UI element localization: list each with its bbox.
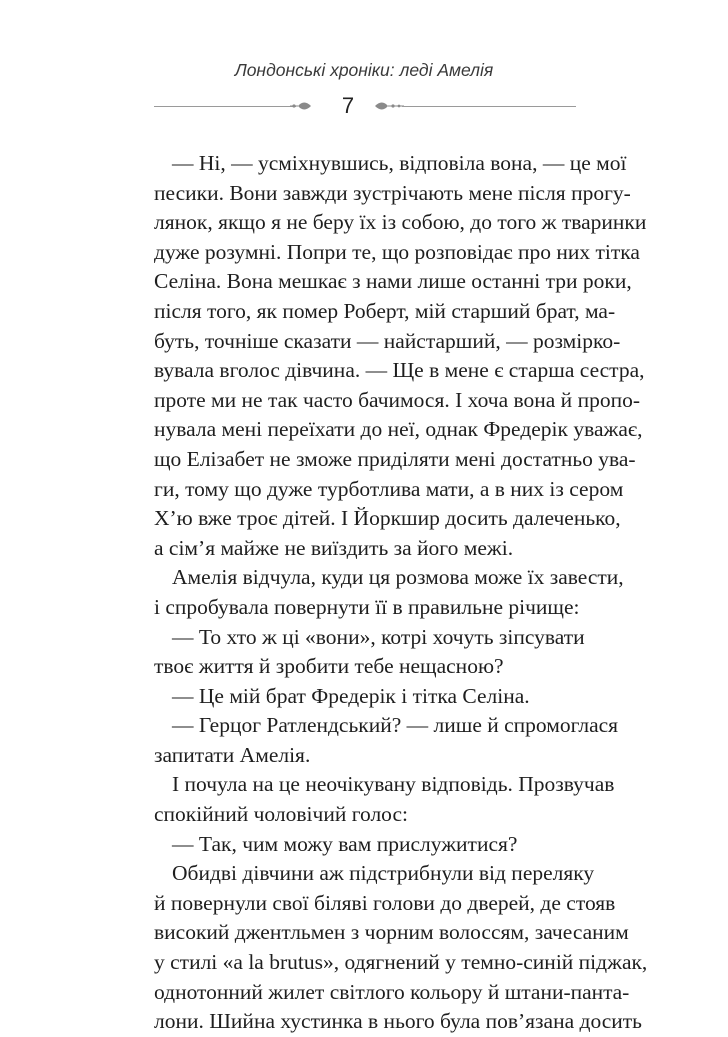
text-line: І почула на це неочікувану відповідь. Прозвучав — [172, 772, 615, 797]
text-line: ги, тому що дуже турботлива мати, а в них із сером — [154, 476, 624, 501]
page-number: 7 — [341, 93, 355, 118]
text-line: що Елізабет не зможе приділяти мені достатньо ува- — [154, 446, 636, 471]
text-line: проте ми не так часто бачимося. І хоча вона й пропо- — [154, 387, 640, 412]
text-line: Х’ю вже троє дітей. І Йоркшир досить далеченько, — [154, 506, 621, 531]
header-rule-right — [402, 106, 576, 107]
text-line: песики. Вони завжди зустрічають мене після прогу- — [154, 180, 631, 205]
text-line: твоє життя й зробити тебе нещасною? — [154, 654, 504, 679]
text-line: спокійний чоловічий голос: — [154, 802, 408, 827]
text-line: Обидві дівчини аж підстрибнули від переляку — [172, 861, 595, 886]
text-line: лони. Шийна хустинка в нього була пов’язана досить — [154, 1009, 642, 1034]
ornament-right-icon — [374, 96, 404, 116]
text-line: нувала мені переїхати до неї, однак Фредерік уважає, — [154, 417, 643, 442]
ornament-left-icon — [290, 96, 312, 116]
text-line: Селіна. Вона мешкає з нами лише останні три роки, — [154, 269, 632, 294]
text-line: буть, точніше сказати — найстарший, — розмірко- — [154, 328, 621, 353]
text-line: запитати Амелія. — [154, 742, 311, 767]
text-line: дуже розумні. Попри те, що розповідає про них тітка — [154, 239, 640, 264]
text-line: й повернули свої біляві голови до дверей, де стояв — [154, 890, 616, 915]
text-line: — Герцог Ратлендський? — лише й спромоглася — [172, 713, 619, 738]
header-rule-left — [154, 106, 296, 107]
text-line: а сім’я майже не виїздить за його межі. — [154, 535, 514, 560]
text-line: вувала вголос дівчина. — Ще в мене є старша сестра, — [154, 358, 645, 383]
text-line: високий джентльмен з чорним волоссям, зачесаним — [154, 920, 629, 945]
text-line: після того, як помер Роберт, мій старший брат, ма- — [154, 298, 616, 323]
running-title: Лондонські хроніки: леді Амелія — [234, 60, 494, 80]
text-line: — Так, чим можу вам прислужитися? — [172, 831, 518, 856]
text-line: однотонний жилет світлого кольору й штани-пантa- — [154, 979, 630, 1004]
body-text — [154, 149, 648, 1037]
text-line: у стилі «a la brutus», одягнений у темно-синій піджак, — [154, 950, 648, 975]
text-line: і спробувала повернути її в правильне річище: — [154, 594, 580, 619]
text-line: — Це мій брат Фредерік і тітка Селіна. — [172, 683, 530, 708]
text-line: лянок, якщо я не беру їх із собою, до того ж тваринки — [154, 210, 647, 235]
text-line: — То хто ж ці «вони», котрі хочуть зіпсувати — [172, 624, 585, 649]
text-line: Амелія відчула, куди ця розмова може їх завести, — [172, 565, 624, 590]
text-line: — Ні, — усміхнувшись, відповіла вона, — це мої — [172, 151, 627, 175]
